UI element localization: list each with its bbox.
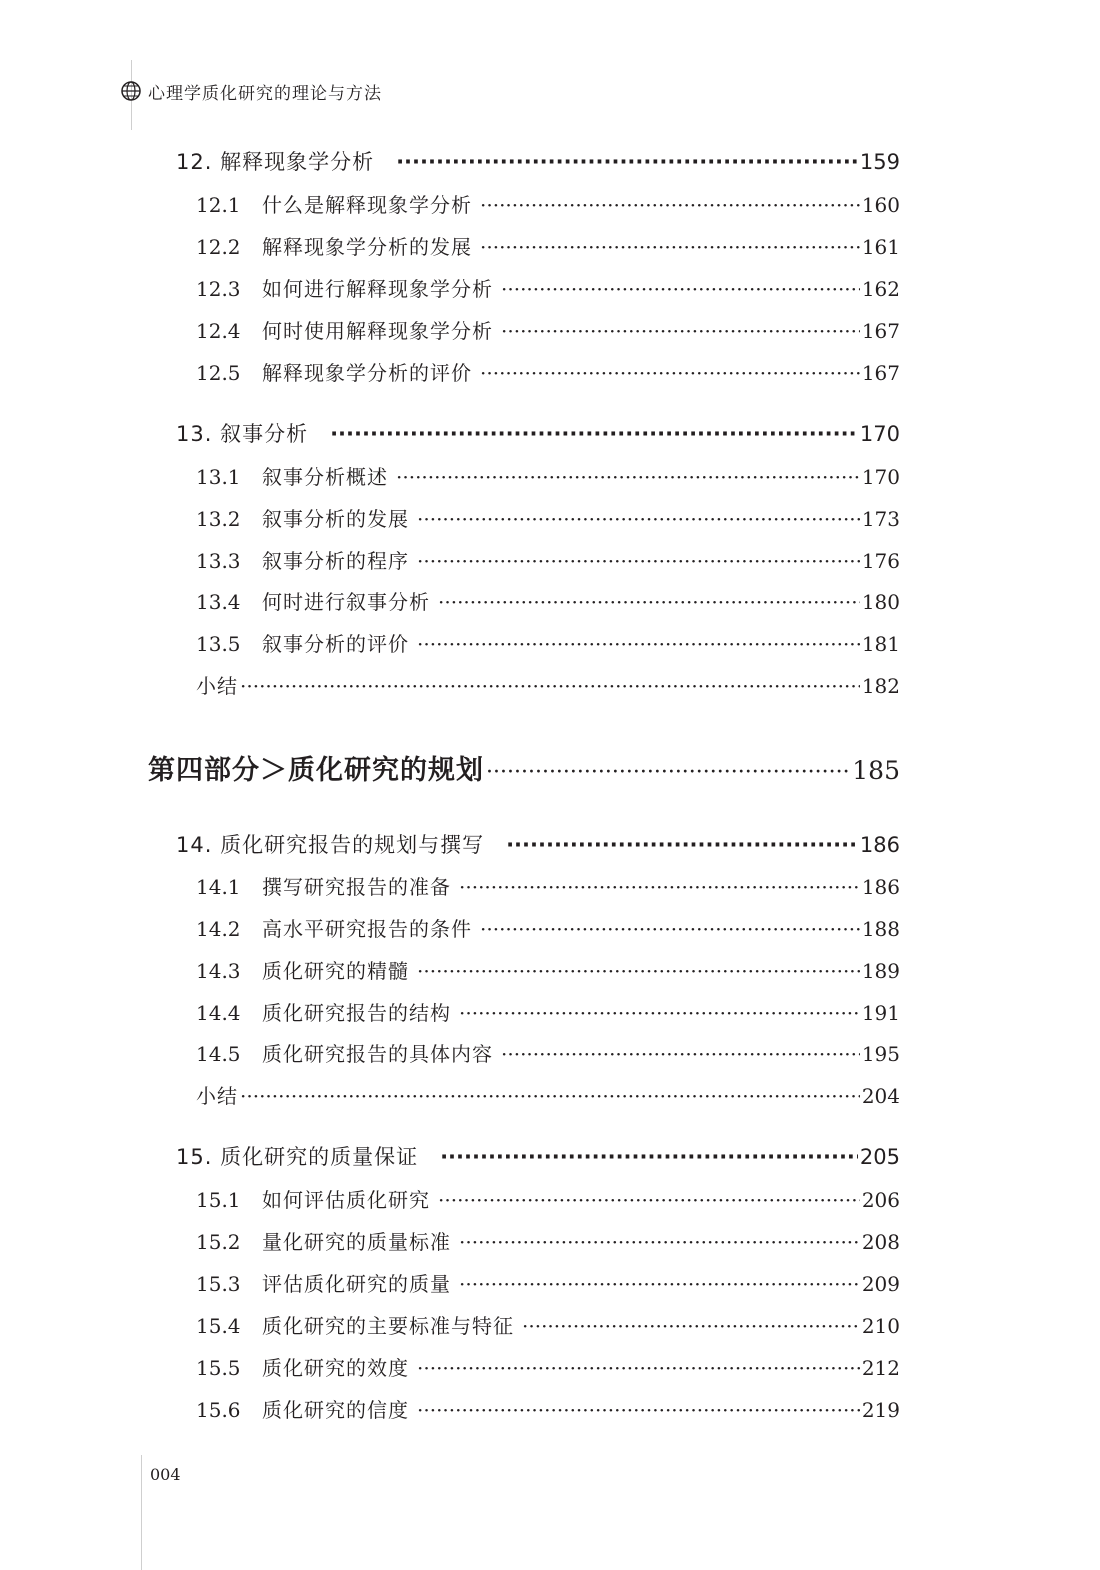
toc-entry-title: 什么是解释现象学分析 xyxy=(262,193,472,217)
toc-entry-title: 质化研究的主要标准与特征 xyxy=(262,1314,514,1338)
section-number: 13.3 xyxy=(196,549,241,573)
toc-page-number: 189 xyxy=(861,959,900,983)
section-number: 13.4 xyxy=(196,590,241,614)
book-title: 心理学质化研究的理论与方法 xyxy=(148,83,382,104)
toc-entry-title: 质化研究报告的结构 xyxy=(262,1001,451,1025)
toc-entry-title: 高水平研究报告的条件 xyxy=(262,917,472,941)
toc-page-number: 182 xyxy=(861,674,900,698)
toc-section-14-3[interactable] xyxy=(196,955,900,984)
section-number: 14.4 xyxy=(196,1001,241,1025)
dot-leader xyxy=(240,674,860,698)
toc-page-number: 159 xyxy=(859,150,900,174)
toc-page-number: 188 xyxy=(861,917,900,941)
toc-entry-title: 12. 解释现象学分析 xyxy=(176,150,375,174)
dot-leader xyxy=(396,465,860,489)
dot-leader xyxy=(459,875,860,899)
toc-entry-title: 量化研究的质量标准 xyxy=(262,1230,451,1254)
toc-section-13-2[interactable] xyxy=(196,503,900,532)
dot-leader xyxy=(417,1398,860,1422)
dot-leader xyxy=(501,319,860,343)
dot-leader xyxy=(480,193,860,217)
toc-entry-title: 14. 质化研究报告的规划与撰写 xyxy=(176,833,485,857)
section-number: 12.4 xyxy=(196,319,241,343)
section-number: 14.5 xyxy=(196,1042,241,1066)
toc-page-number: 185 xyxy=(852,756,900,785)
dot-leader xyxy=(459,1230,860,1254)
dot-leader xyxy=(522,1314,860,1338)
globe-logo-icon xyxy=(120,80,142,102)
toc-section-14-2[interactable] xyxy=(196,913,900,942)
toc-entry-title: 小结 xyxy=(196,1084,238,1108)
dot-leader xyxy=(480,361,860,385)
toc-page-number: 181 xyxy=(861,632,900,656)
dot-leader xyxy=(438,590,860,614)
toc-entry-title: 叙事分析的程序 xyxy=(262,549,409,573)
toc-page-number: 212 xyxy=(861,1356,900,1380)
toc-section-13-1[interactable] xyxy=(196,461,900,490)
dot-leader xyxy=(501,1042,860,1066)
section-number: 15.1 xyxy=(196,1188,241,1212)
toc-page-number: 186 xyxy=(861,875,900,899)
toc-entry-title: 质化研究报告的具体内容 xyxy=(262,1042,493,1066)
section-number: 12.3 xyxy=(196,277,241,301)
toc-page-number: 176 xyxy=(861,549,900,573)
toc-entry-title: 叙事分析的发展 xyxy=(262,507,409,531)
toc-section-14-4[interactable] xyxy=(196,997,900,1026)
section-number: 12.5 xyxy=(196,361,241,385)
toc-page-number: 195 xyxy=(861,1042,900,1066)
toc-page-number: 219 xyxy=(861,1398,900,1422)
toc-section-15-1[interactable] xyxy=(196,1184,900,1213)
dot-leader xyxy=(438,1188,860,1212)
dot-leader xyxy=(480,917,860,941)
section-number: 15.3 xyxy=(196,1272,241,1296)
toc-part-4[interactable] xyxy=(148,748,900,787)
section-number: 15.6 xyxy=(196,1398,241,1422)
toc-summary-13[interactable] xyxy=(196,670,900,699)
section-number: 15.2 xyxy=(196,1230,241,1254)
section-number: 15.5 xyxy=(196,1356,241,1380)
toc-page-number: 206 xyxy=(861,1188,900,1212)
toc-section-13-4[interactable] xyxy=(196,586,900,615)
section-number: 14.2 xyxy=(196,917,241,941)
toc-page-number: 167 xyxy=(861,361,900,385)
section-number: 13.2 xyxy=(196,507,241,531)
dot-leader xyxy=(480,235,860,259)
dot-leader xyxy=(459,1001,860,1025)
toc-entry-title: 何时使用解释现象学分析 xyxy=(262,319,493,343)
dot-leader xyxy=(501,277,860,301)
toc-chapter-14[interactable] xyxy=(176,829,900,859)
toc-entry-title: 撰写研究报告的准备 xyxy=(262,875,451,899)
dot-leader xyxy=(417,1356,860,1380)
toc-section-15-5[interactable] xyxy=(196,1352,900,1381)
toc-section-15-4[interactable] xyxy=(196,1310,900,1339)
toc-section-15-3[interactable] xyxy=(196,1268,900,1297)
toc-section-14-5[interactable] xyxy=(196,1038,900,1067)
toc-page-number: 191 xyxy=(861,1001,900,1025)
toc-entry-title: 何时进行叙事分析 xyxy=(262,590,430,614)
toc-section-15-2[interactable] xyxy=(196,1226,900,1255)
toc-page-number: 208 xyxy=(861,1230,900,1254)
toc-page-number: 204 xyxy=(861,1084,900,1108)
toc-part-title: 第四部分＞质化研究的规划 xyxy=(148,755,484,786)
section-number: 12.2 xyxy=(196,235,241,259)
dot-leader xyxy=(417,959,860,983)
toc-section-15-6[interactable] xyxy=(196,1394,900,1423)
section-number: 13.5 xyxy=(196,632,241,656)
toc-page-number: 210 xyxy=(861,1314,900,1338)
toc-section-12-5[interactable] xyxy=(196,357,900,386)
dot-leader xyxy=(417,507,860,531)
dot-leader xyxy=(417,549,860,573)
section-number: 14.3 xyxy=(196,959,241,983)
dot-leader xyxy=(486,760,850,785)
toc-entry-title: 解释现象学分析的评价 xyxy=(262,361,472,385)
dot-leader xyxy=(459,1272,860,1296)
toc-entry-title: 质化研究的精髓 xyxy=(262,959,409,983)
toc-section-12-4[interactable] xyxy=(196,315,900,344)
dot-leader xyxy=(417,632,860,656)
section-number: 14.1 xyxy=(196,875,241,899)
section-number: 15.4 xyxy=(196,1314,241,1338)
toc-section-12-2[interactable] xyxy=(196,231,900,260)
toc-section-12-1[interactable] xyxy=(196,189,900,218)
footer-divider xyxy=(141,1455,142,1570)
toc-page-number: 180 xyxy=(861,590,900,614)
section-number: 12.1 xyxy=(196,193,241,217)
toc-entry-title: 13. 叙事分析 xyxy=(176,422,309,446)
toc-entry-title: 解释现象学分析的发展 xyxy=(262,235,472,259)
toc-entry-title: 叙事分析的评价 xyxy=(262,632,409,656)
toc-page-number: 167 xyxy=(861,319,900,343)
toc-page-number: 186 xyxy=(859,833,900,857)
toc-entry-title: 小结 xyxy=(196,674,238,698)
toc-entry-title: 评估质化研究的质量 xyxy=(262,1272,451,1296)
toc-section-14-1[interactable] xyxy=(196,871,900,900)
toc-section-12-3[interactable] xyxy=(196,273,900,302)
dot-leader xyxy=(506,833,858,857)
section-number: 13.1 xyxy=(196,465,241,489)
toc-entry-title: 叙事分析概述 xyxy=(262,465,388,489)
toc-chapter-13[interactable] xyxy=(176,418,900,448)
toc-entry-title: 15. 质化研究的质量保证 xyxy=(176,1145,419,1169)
toc-page-number: 161 xyxy=(861,235,900,259)
toc-page-number: 160 xyxy=(861,193,900,217)
toc-page-number: 205 xyxy=(859,1145,900,1169)
toc-entry-title: 如何评估质化研究 xyxy=(262,1188,430,1212)
toc-page-number: 162 xyxy=(861,277,900,301)
toc-page-number: 209 xyxy=(861,1272,900,1296)
toc-chapter-15[interactable] xyxy=(176,1141,900,1171)
toc-summary-14[interactable] xyxy=(196,1080,900,1109)
toc-entry-title: 质化研究的信度 xyxy=(262,1398,409,1422)
dot-leader xyxy=(240,1084,860,1108)
dot-leader xyxy=(330,422,858,446)
toc-section-13-3[interactable] xyxy=(196,545,900,574)
dot-leader xyxy=(396,150,858,174)
toc-section-13-5[interactable] xyxy=(196,628,900,657)
toc-page-number: 173 xyxy=(861,507,900,531)
dot-leader xyxy=(440,1145,858,1169)
toc-page-number: 170 xyxy=(859,422,900,446)
toc-page-number: 170 xyxy=(861,465,900,489)
toc-entry-title: 质化研究的效度 xyxy=(262,1356,409,1380)
running-header xyxy=(120,78,382,104)
toc-entry-title: 如何进行解释现象学分析 xyxy=(262,277,493,301)
page-number: 004 xyxy=(150,1465,181,1484)
toc-chapter-12[interactable] xyxy=(176,146,900,176)
